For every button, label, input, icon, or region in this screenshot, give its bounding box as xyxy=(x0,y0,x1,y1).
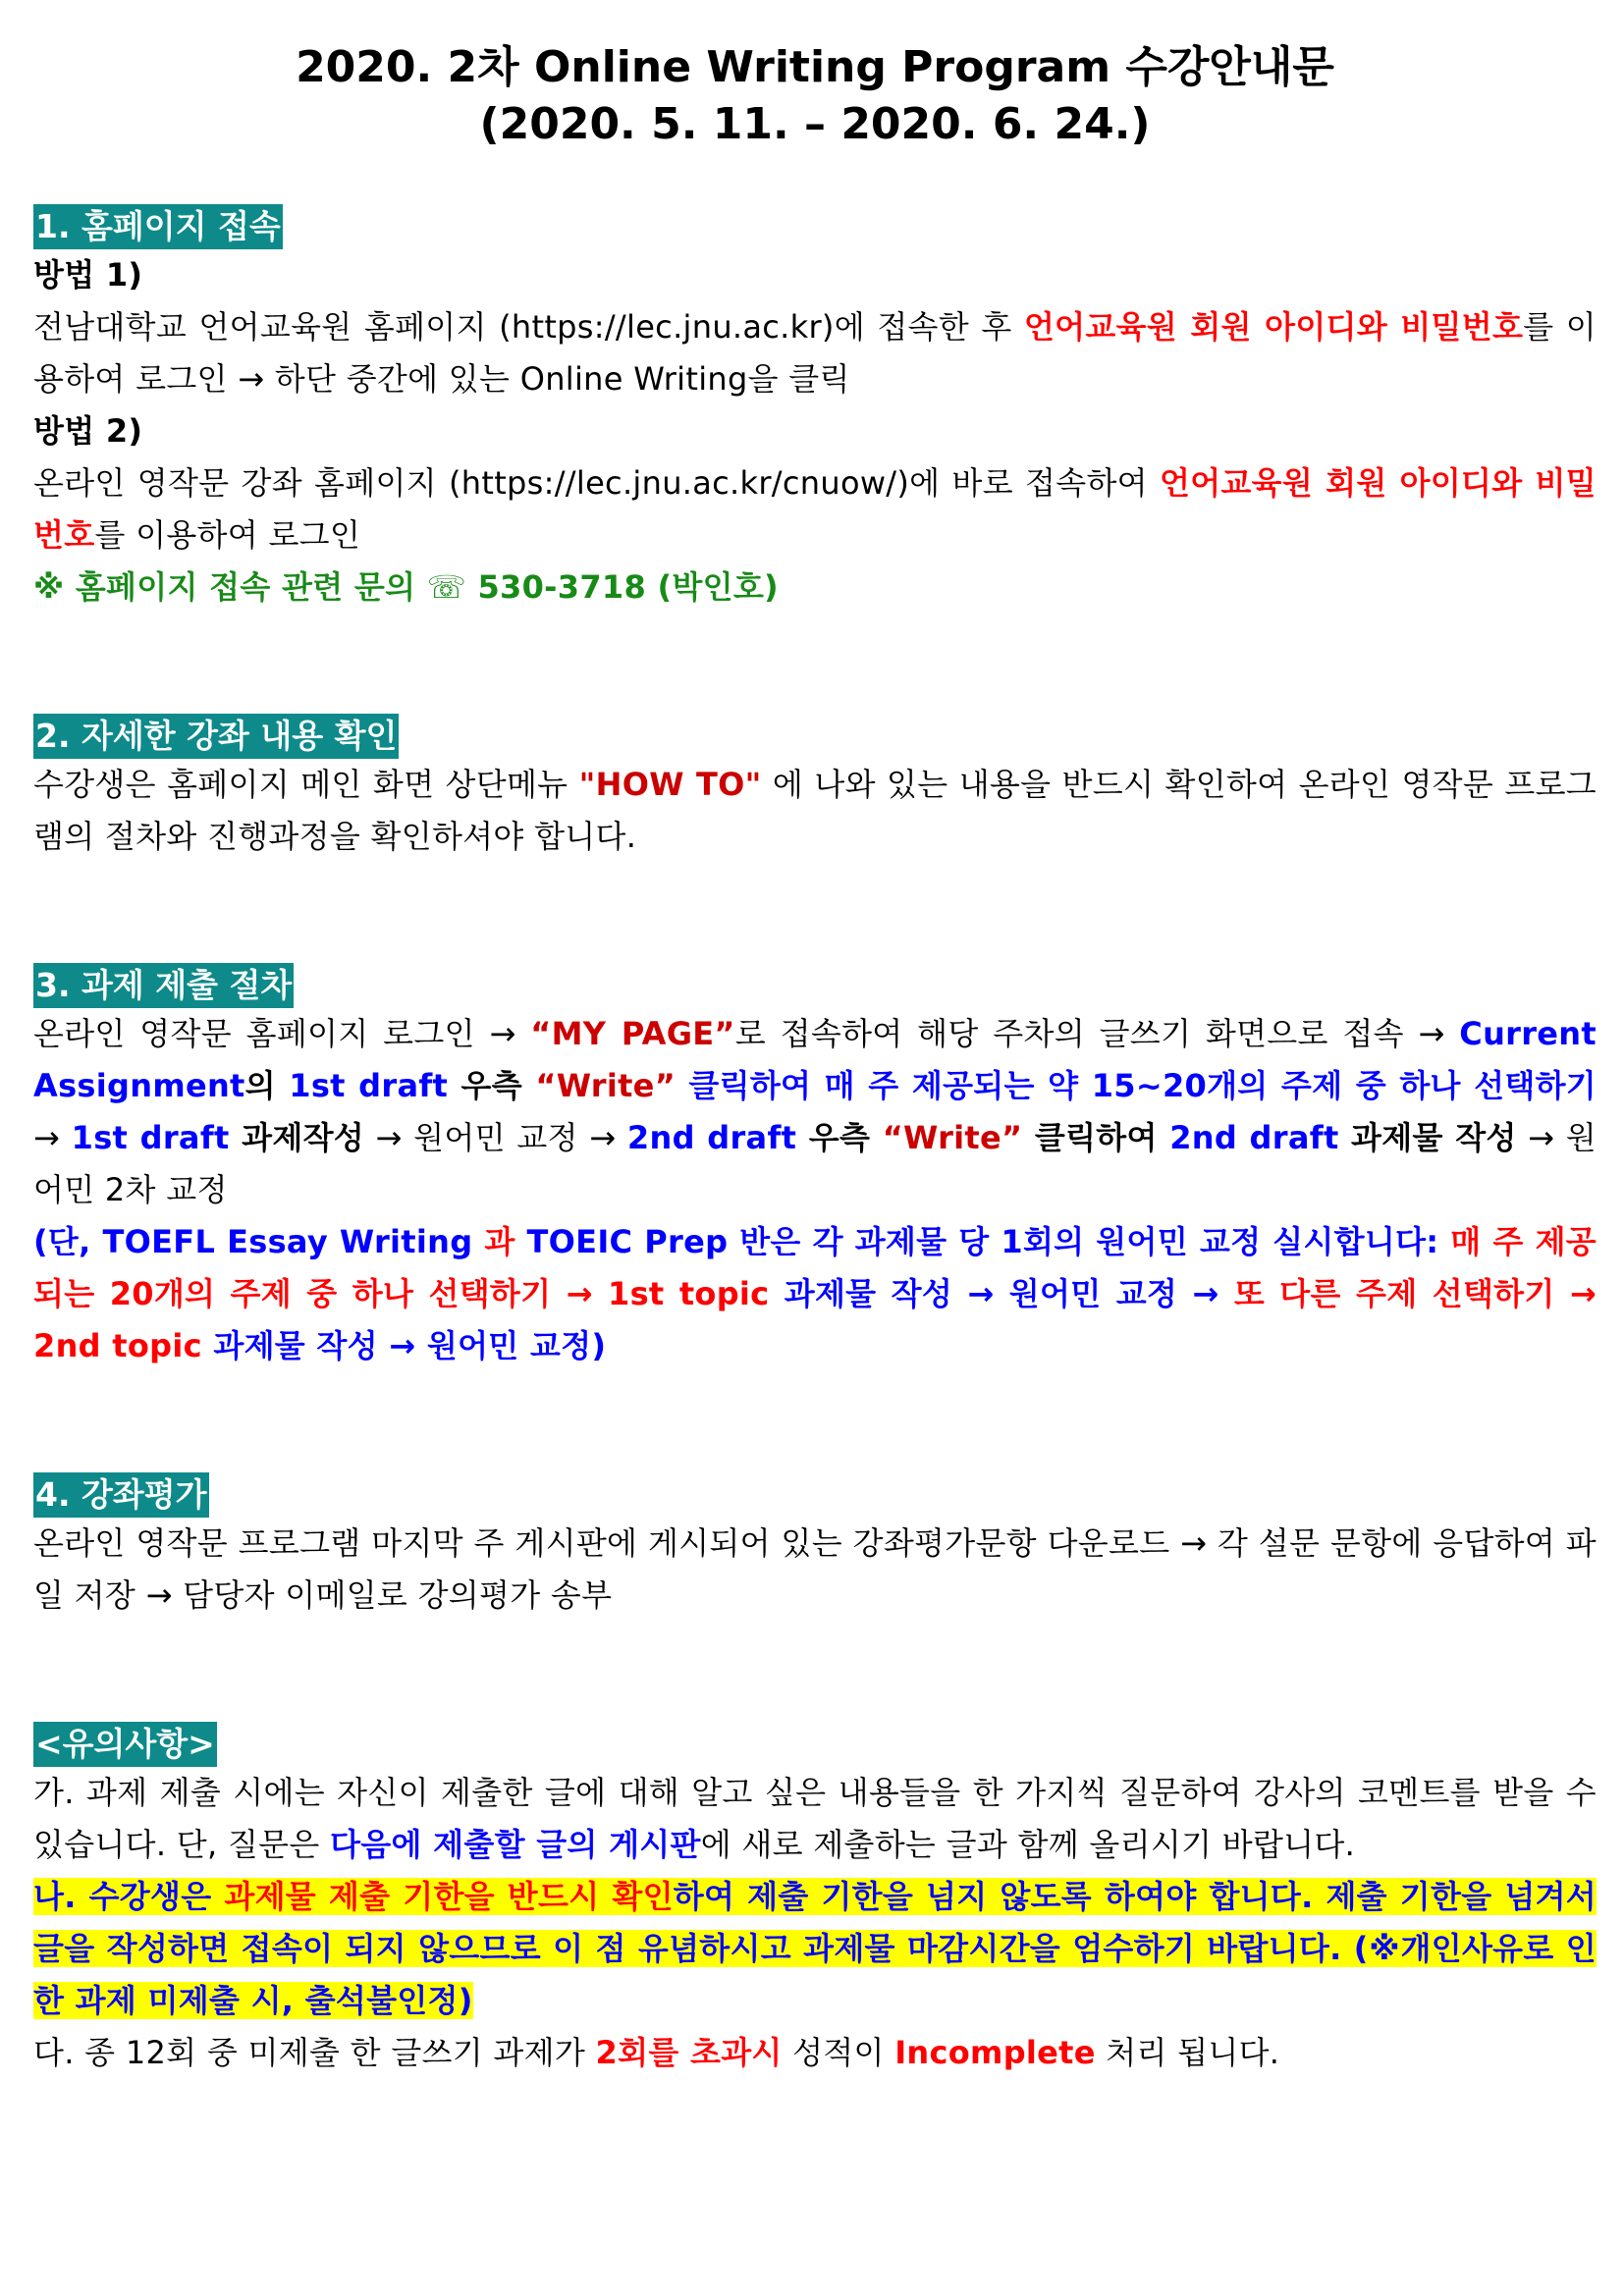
method-2-text: 온라인 영작문 강좌 홈페이지 (https://lec.jnu.ac.kr/cnuow/)에 바로 접속하여 언어교육원 회원 아이디와 비밀번호를 이용하여 로그인 xyxy=(33,464,1597,554)
document-title xyxy=(33,39,1597,153)
section-1-heading: 1. 홈페이지 접속 xyxy=(33,204,283,249)
procedure-text: 온라인 영작문 홈페이지 로그인 → “MY PAGE”로 접속하여 해당 주차의 글쓰기 화면으로 접속 → Current Assignment의 1st draft 우측 “Write” 클릭하여 매 주 제공되는 약 15~20개의 주제 중 하나 선택하기 → 1st draft 과제작성 → 원어민 교정 → 2nd draft 우측 “Write” 클릭하여 2nd draft 과제물 작성 → 원어민 2차 교정 xyxy=(33,1015,1597,1208)
method-1-label: 방법 1) xyxy=(33,256,143,294)
title-line-1: 2020. 2차 Online Writing Program 수강안내문 xyxy=(296,42,1334,92)
document-page xyxy=(33,0,1597,2079)
section-3-heading: 3. 과제 제출 절차 xyxy=(33,963,294,1008)
method-1-text: 전남대학교 언어교육원 홈페이지 (https://lec.jnu.ac.kr)에 접속한 후 언어교육원 회원 아이디와 비밀번호를 이용하여 로그인 → 하단 중간에 있는 Online Writing을 클릭 xyxy=(33,308,1597,398)
section-notes xyxy=(33,1722,1597,2079)
howto-menu-highlight: "HOW TO" xyxy=(578,766,762,803)
section-submission-procedure xyxy=(33,963,1597,1372)
section-course-evaluation xyxy=(33,1472,1597,1622)
procedure-note: (단, TOEFL Essay Writing 과 TOEIC Prep 반은 각 과제물 당 1회의 원어민 교정 실시합니다: 매 주 제공되는 20개의 주제 중 하나 선택하기 → 1st topic 과제물 작성 → 원어민 교정 → 또 다른 주제 선택하기 → 2nd topic 과제물 작성 → 원어민 교정) xyxy=(33,1223,1597,1364)
note-da: 다. 종 12회 중 미제출 한 글쓰기 과제가 2회를 초과시 성적이 Incomplete 처리 됩니다. xyxy=(33,2034,1280,2071)
section-homepage-access xyxy=(33,204,1597,614)
contact-info: ※ 홈페이지 접속 관련 문의 ☏ 530-3718 (박인호) xyxy=(33,568,779,606)
login-credential-highlight-2: 언어교육원 회원 아이디와 비밀번호 xyxy=(33,464,1597,554)
course-details-text: 수강생은 홈페이지 메인 화면 상단메뉴 "HOW TO" 에 나와 있는 내용을 반드시 확인하여 온라인 영작문 프로그램의 절차와 진행과정을 확인하셔야 합니다. xyxy=(33,766,1597,855)
method-2-label: 방법 2) xyxy=(33,412,143,450)
note-na: 나. 수강생은 과제물 제출 기한을 반드시 확인하여 제출 기한을 넘지 않도록 하여야 합니다. 제출 기한을 넘겨서 글을 작성하면 접속이 되지 않으므로 이 점 유념하시고 과제물 마감시간을 엄수하기 바랍니다. (※개인사유로 인한 과제 미제출 시, 출석불인정) xyxy=(33,1878,1597,2019)
login-credential-highlight: 언어교육원 회원 아이디와 비밀번호 xyxy=(1023,308,1524,346)
notes-heading: <유의사항> xyxy=(33,1722,217,1767)
note-ga: 가. 과제 제출 시에는 자신이 제출한 글에 대해 알고 싶은 내용들을 한 가지씩 질문하여 강사의 코멘트를 받을 수 있습니다. 단, 질문은 다음에 제출할 글의 게시판에 새로 제출하는 글과 함께 올리시기 바랍니다. xyxy=(33,1774,1597,1863)
section-4-heading: 4. 강좌평가 xyxy=(33,1472,209,1518)
section-2-heading: 2. 자세한 강좌 내용 확인 xyxy=(33,714,399,759)
section-course-details xyxy=(33,714,1597,863)
evaluation-text: 온라인 영작문 프로그램 마지막 주 게시판에 게시되어 있는 강좌평가문항 다운로드 → 각 설문 문항에 응답하여 파일 저장 → 담당자 이메일로 강의평가 송부 xyxy=(33,1524,1597,1614)
title-line-2: (2020. 5. 11. – 2020. 6. 24.) xyxy=(479,99,1151,149)
